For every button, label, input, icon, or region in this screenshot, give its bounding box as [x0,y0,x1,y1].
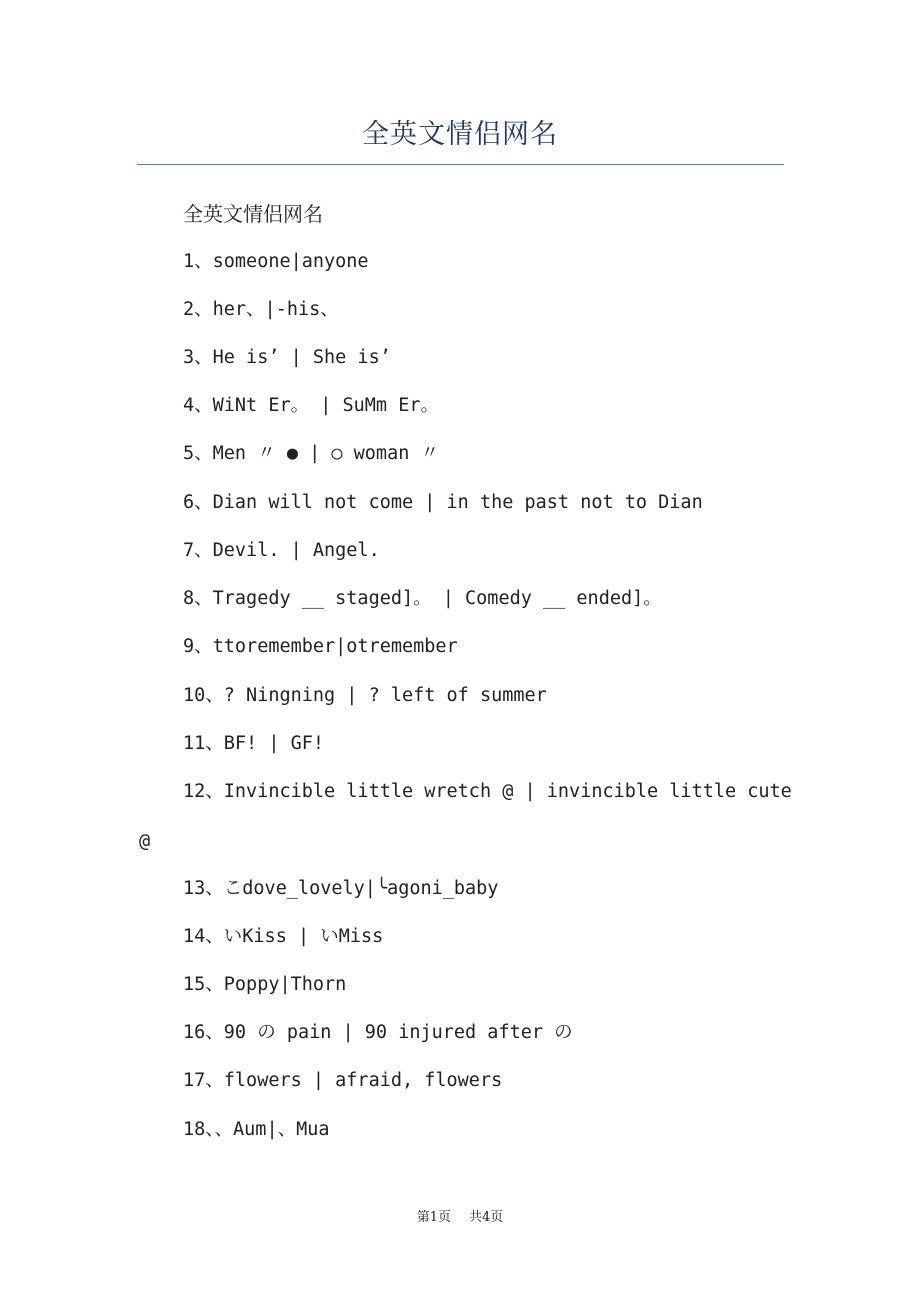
page-footer [0,1206,920,1225]
title-underline-rule [137,164,784,165]
list-item: 13、こdove_lovely|╰agoni_baby [183,878,499,899]
list-item: 6、Dian will not come | in the past not to Dian [183,492,703,513]
list-item: 17、flowers | afraid, flowers [183,1070,503,1091]
list-item: 14、いKiss | いMiss [183,926,384,947]
list-item: 18、、Aum|、Mua [183,1119,330,1140]
list-item: 15、Poppy|Thorn [183,974,347,995]
list-item: 8、Tragedy __ staged]。 | Comedy __ ended]。 [183,588,662,609]
list-item: 5、Men 〃 ● | ○ woman 〃 [183,443,439,464]
list-item-continuation: @ [139,831,151,852]
list-item: 12、Invincible little wretch @ | invincible little cute [183,781,792,802]
list-item: 1、someone|anyone [183,251,369,272]
list-item: 7、Devil. | Angel. [183,540,380,561]
page-total: 共4页 [469,1210,504,1225]
list-item: 2、her、|-his、 [183,299,339,320]
list-item: 10、? Ningning | ? left of summer [183,685,547,706]
list-item: 11、BF! | GF! [183,733,325,754]
page-number: 第1页 [416,1210,451,1225]
list-item: 3、He is’ | She is’ [183,347,391,368]
document-title: 全英文情侣网名 [362,119,558,150]
section-heading: 全英文情侣网名 [183,202,323,226]
list-item: 4、WiNt Er。 | SuMm Er。 [183,395,439,416]
list-item: 9、ttoremember|otremember [183,636,458,657]
list-item: 16、90 の pain | 90 injured after の [183,1022,573,1043]
